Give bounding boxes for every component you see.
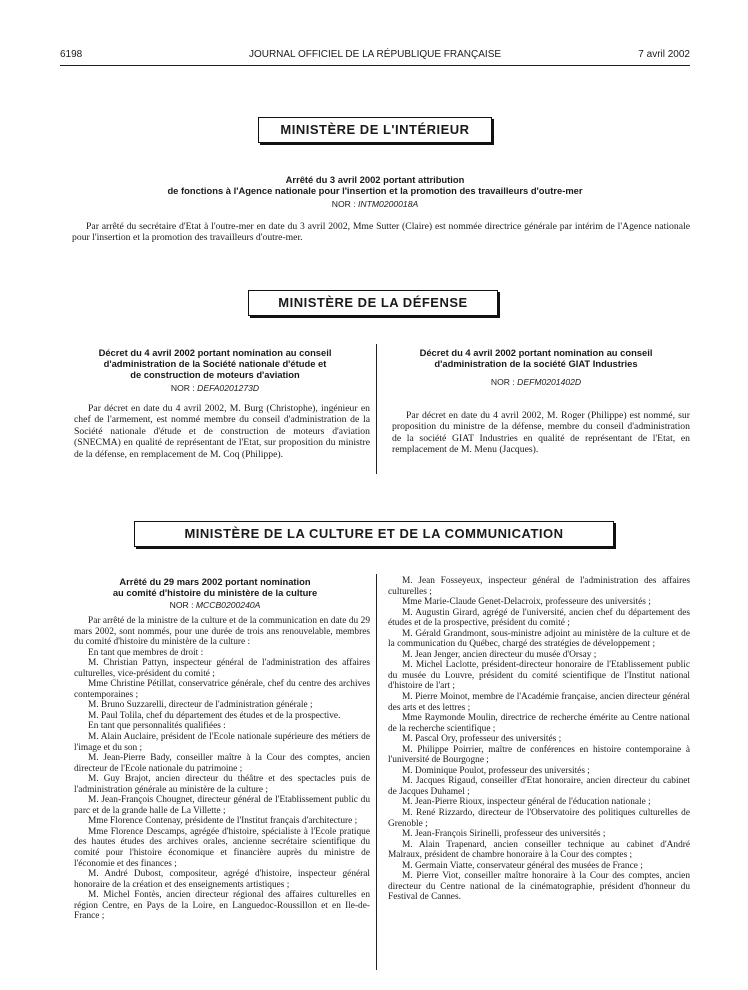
defense-left-title-line2: d'administration de la Société nationale d'étude et (103, 358, 327, 369)
nor-label: NOR : (170, 383, 195, 393)
nor-code: MCCB0200240A (195, 600, 261, 610)
interieur-body (72, 221, 690, 244)
nor-label: NOR : (331, 199, 356, 209)
ministry-interieur-title: MINISTÈRE DE L'INTÉRIEUR (280, 122, 470, 137)
culture-paragraph: M. Alain Trapenard, ancien conseiller technique au cabinet d'André Malraux, président de chambre honoraire à la Cour des comptes ; (388, 839, 690, 861)
culture-paragraph: M. Guy Brajot, ancien directeur du théâtre et des spectacles puis de l'administration générale au ministère de la culture ; (74, 774, 370, 795)
culture-act-title (60, 576, 370, 598)
culture-paragraph: M. René Rizzardo, directeur de l'Observatoire des politiques culturelles de Grenoble ; (388, 808, 690, 829)
culture-right-column (388, 576, 690, 903)
nor-code: DEFA0201273D (197, 383, 260, 393)
culture-paragraph: M. Jacques Rigaud, conseiller d'Etat honoraire, ancien directeur du cabinet de Jacques Duhamel ; (388, 776, 690, 797)
culture-paragraph: M. Pascal Ory, professeur des universités ; (402, 734, 562, 745)
issue-date: 7 avril 2002 (638, 49, 690, 60)
culture-paragraph: Mme Christine Pétillat, conservatrice générale, chef du centre des archives contemporaines ; (74, 679, 370, 700)
journal-title: JOURNAL OFFICIEL DE LA RÉPUBLIQUE FRANÇAISE (248, 49, 502, 60)
nor-label: NOR : (490, 377, 515, 387)
column-divider (376, 574, 377, 970)
defense-left-body-text: Par décret en date du 4 avril 2002, M. Burg (Christophe), ingénieur en chef de l'armement, est nommé membre du conseil d'administration de la Société nationale d'étude et de construction de moteurs d'aviation (SNECMA) en qualité de représentant de l'Etat, sur proposition du ministre de la défense, en remplacement de M. Coq (Philippe). (74, 403, 370, 460)
culture-paragraph: M. Jean-Pierre Rioux, inspecteur général de l'éducation nationale ; (402, 797, 651, 808)
interieur-body-text: Par arrêté du secrétaire d'Etat à l'outre-mer en date du 3 avril 2002, Mme Sutter (Claire) est nommée directrice générale par intérim de l'Agence nationale pour l'insertion et la promotion des travailleurs d'outre-mer. (72, 221, 690, 244)
ministry-defense-banner (248, 290, 498, 316)
culture-paragraph: Mme Raymonde Moulin, directrice de recherche émérite au Centre national de la recherche scientifique ; (388, 713, 690, 734)
culture-paragraph: M. Augustin Girard, agrégé de l'université, ancien chef du département des études et de la prospective, président du comité ; (388, 607, 690, 629)
ministry-interieur-banner (258, 117, 492, 143)
page-number: 6198 (60, 49, 83, 60)
defense-right-title (382, 347, 690, 369)
culture-title-line2: au comité d'histoire du ministère de la culture (112, 587, 318, 598)
culture-paragraph: Mme Florence Contenay, présidente de l'Institut français d'architecture ; (88, 816, 358, 827)
interieur-nor (60, 199, 690, 209)
ministry-culture-banner (134, 521, 614, 547)
defense-left-body (74, 403, 370, 460)
culture-paragraph: M. Paul Tolila, chef du département des études et de la prospective. (88, 710, 341, 721)
culture-paragraph: M. Jean-François Chougnet, directeur général de l'Etablissement public du parc et de la grande halle de La Villette ; (74, 795, 370, 816)
defense-left-title-line1: Décret du 4 avril 2002 portant nomination au conseil (98, 347, 332, 358)
culture-paragraph: M. Philippe Poirrier, maître de conférences en histoire contemporaine à l'université de Bourgogne ; (388, 744, 690, 766)
culture-paragraph: M. Jean Fosseyeux, inspecteur général de l'administration des affaires culturelles ; (388, 576, 690, 597)
culture-paragraph: M. Bruno Suzzarelli, directeur de l'administration générale ; (88, 700, 313, 711)
defense-right-body-text: Par décret en date du 4 avril 2002, M. Roger (Philippe) est nommé, sur proposition du ministre de la défense, membre du conseil d'administration de la société GIAT Industries en qualité de représentant de l'Etat, en remplacement de M. Menu (Jacques). (392, 410, 690, 456)
culture-paragraph: M. Pierre Viot, conseiller maître honoraire à la Cour des comptes, ancien directeur du Centre national de la cinématographie, président d'honneur du Festival de Cannes. (388, 871, 690, 903)
interieur-title-line1: Arrêté du 3 avril 2002 portant attribution (285, 174, 465, 185)
culture-paragraph: M. Gérald Grandmont, sous-ministre adjoint au ministère de la culture et de la communication du Québec, chargé des stratégies de développement ; (388, 628, 690, 650)
culture-nor (60, 600, 370, 610)
interieur-title-line2: de fonctions à l'Agence nationale pour l'insertion et la promotion des travailleurs d'outre-mer (167, 185, 583, 196)
culture-paragraph: Par arrêté de la ministre de la culture et de la communication en date du 29 mars 2002, sont nommés, pour une durée de trois ans renouvelable, membres du comité d'histoire du ministère de la culture : (74, 616, 370, 648)
defense-right-nor (382, 377, 690, 387)
culture-paragraph: Mme Marie-Claude Genet-Delacroix, professeure des universités ; (402, 597, 651, 608)
culture-paragraph: Mme Florence Descamps, agrégée d'histoire, spécialiste à l'Ecole pratique des hautes études des archives orales, ancienne secrétaire scientifique du comité pour l'histoire économique et financière auprès du ministre de l'économie et des finances ; (74, 826, 370, 869)
defense-right-body (392, 410, 690, 456)
interieur-act-title (60, 174, 690, 196)
ministry-culture-title: MINISTÈRE DE LA CULTURE ET DE LA COMMUNICATION (184, 526, 564, 541)
culture-paragraph: M. Jean Jenger, ancien directeur du musée d'Orsay ; (402, 649, 597, 660)
defense-right-title-line1: Décret du 4 avril 2002 portant nomination au conseil (419, 347, 653, 358)
culture-paragraph: M. Dominique Poulot, professeur des universités ; (402, 765, 590, 776)
nor-code: INTM0200018A (358, 199, 419, 209)
culture-paragraph: M. Michel Fontès, ancien directeur régional des affaires culturelles en région Centre, en Pays de la Loire, en Languedoc-Roussillon et en Ile-de-France ; (74, 890, 370, 922)
culture-title-line1: Arrêté du 29 mars 2002 portant nomination (119, 576, 311, 587)
culture-paragraph: M. Jean-Pierre Bady, conseiller maître à la Cour des comptes, ancien directeur de l'Ecole nationale du patrimoine ; (74, 753, 370, 774)
culture-left-column (74, 616, 370, 922)
culture-paragraph: En tant que membres de droit : (88, 647, 204, 658)
ministry-defense-title: MINISTÈRE DE LA DÉFENSE (278, 295, 468, 310)
culture-paragraph: M. Michel Laclotte, président-directeur honoraire de l'Etablissement public du musée du Louvre, président du comité scientifique de l'Institut national d'histoire de l'art ; (388, 660, 690, 692)
defense-left-title-line3: de construction de moteurs d'aviation (130, 369, 300, 380)
culture-paragraph: En tant que personnalités qualifiées : (88, 721, 226, 732)
defense-left-title (60, 347, 370, 380)
defense-left-nor (60, 383, 370, 393)
running-header (60, 47, 690, 66)
culture-paragraph: M. Alain Auclaire, président de l'Ecole nationale supérieure des métiers de l'image et du son ; (74, 732, 370, 753)
nor-code: DEFM0201402D (517, 377, 582, 387)
culture-paragraph: M. Pierre Moinot, membre de l'Académie française, ancien directeur général des arts et des lettres ; (388, 692, 690, 713)
column-divider (376, 344, 377, 474)
nor-label: NOR : (169, 600, 194, 610)
culture-paragraph: M. André Dubost, compositeur, agrégé d'histoire, inspecteur général honoraire de la création et des enseignements artistiques ; (74, 869, 370, 890)
culture-paragraph: M. Jean-François Sirinelli, professeur des universités ; (402, 829, 606, 840)
culture-paragraph: M. Germain Viatte, conservateur général des musées de France ; (402, 860, 643, 871)
defense-right-title-line2: d'administration de la société GIAT Industries (434, 358, 638, 369)
culture-paragraph: M. Christian Pattyn, inspecteur général de l'administration des affaires culturelles, vice-président du comité ; (74, 658, 370, 679)
